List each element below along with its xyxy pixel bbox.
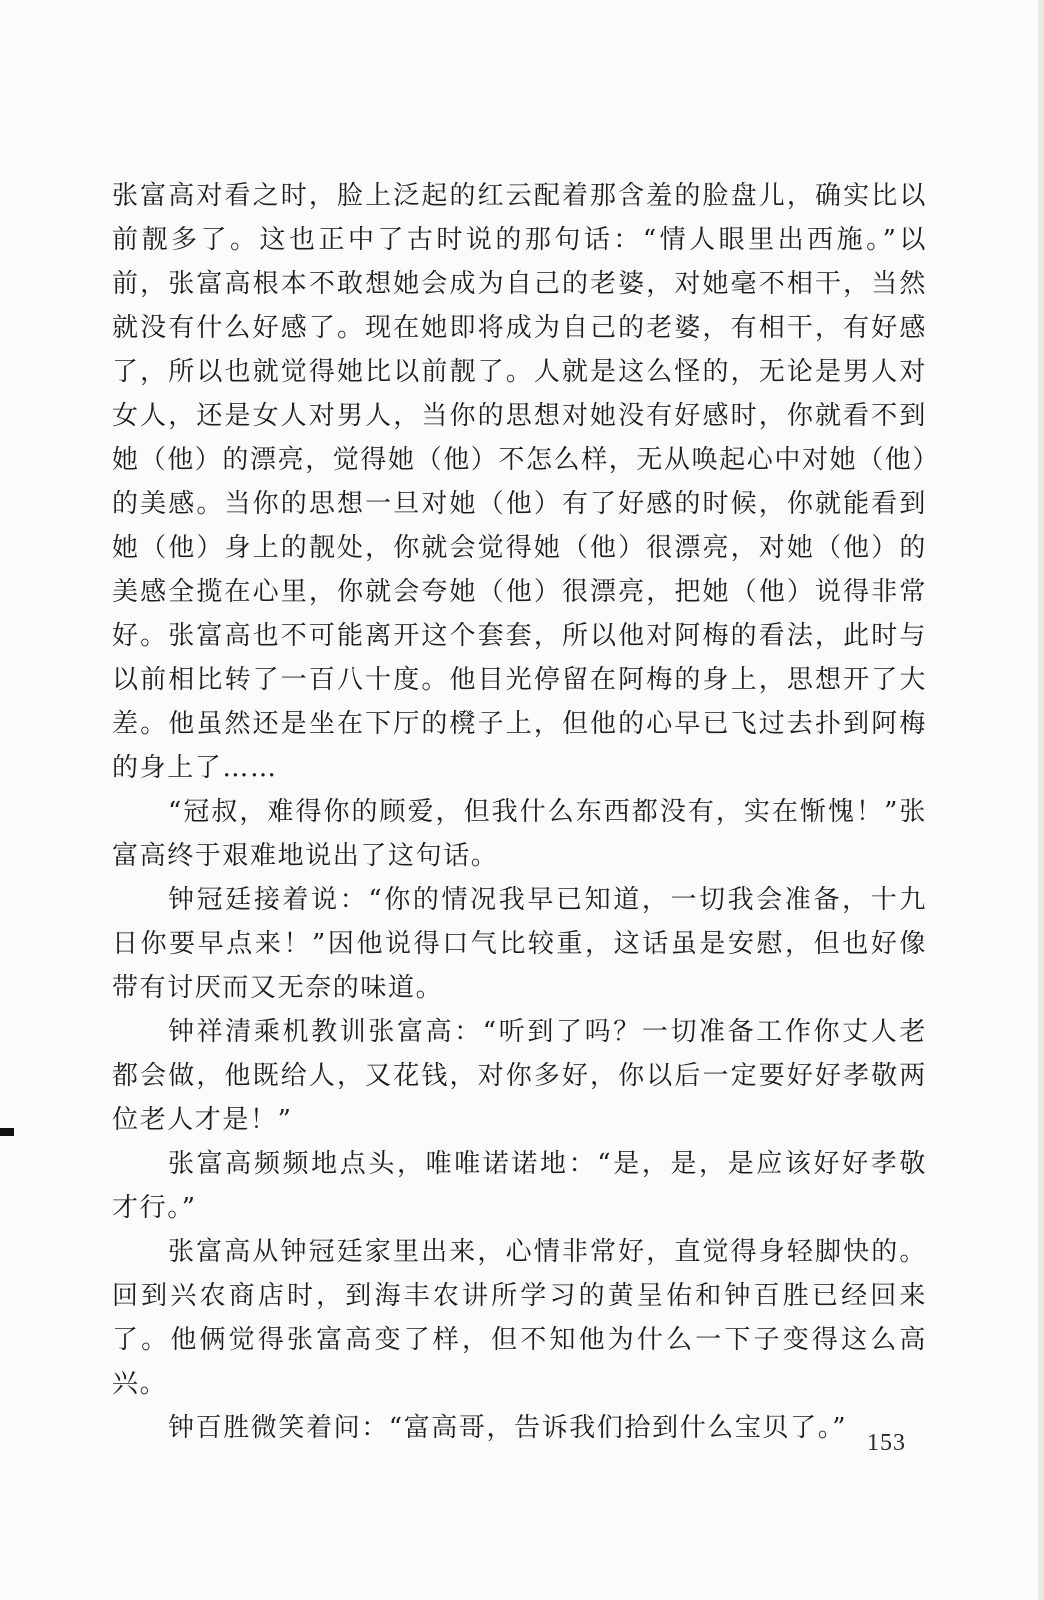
scan-edge-mark <box>0 1128 14 1136</box>
paragraph-2: “冠叔，难得你的顾爱，但我什么东西都没有，实在惭愧！”张富高终于艰难地说出了这句话。 <box>112 797 927 871</box>
paragraph-1: 张富高对看之时，脸上泛起的红云配着那含羞的脸盘儿，确实比以前靓多了。这也正中了古时说的那句话：“情人眼里出西施。”以前，张富高根本不敢想她会成为自己的老婆，对她毫不相干，当然就没有什么好感了。现在她即将成为自己的老婆，有相干，有好感了，所以也就觉得她比以前靓了。人就是这么怪的，无论是男人对女人，还是女人对男人，当你的思想对她没有好感时，你就看不到她（他）的漂亮，觉得她（他）不怎么样，无从唤起心中对她（他）的美感。当你的思想一旦对她（他）有了好感的时候，你就能看到她（他）身上的靓处，你就会觉得她（他）很漂亮，对她（他）的美感全揽在心里，你就会夸她（他）很漂亮，把她（他）说得非常好。张富高也不可能离开这个套套，所以他对阿梅的看法，此时与以前相比转了一百八十度。他目光停留在阿梅的身上，思想开了大差。他虽然还是坐在下厅的櫈子上，但他的心早已飞过去扑到阿梅的身上了…… <box>112 181 928 783</box>
paragraph-6: 张富高从钟冠廷家里出来，心情非常好，直觉得身轻脚快的。回到兴农商店时，到海丰农讲所学习的黄呈佑和钟百胜已经回来了。他俩觉得张富高变了样，但不知他为什么一下子变得这么高兴。 <box>112 1237 927 1399</box>
page-edge-shadow <box>1038 0 1044 1600</box>
paragraph-4: 钟祥清乘机教训张富高：“听到了吗？一切准备工作你丈人老都会做，他既给人，又花钱，对你多好，你以后一定要好好孝敬两位老人才是！” <box>112 1017 927 1135</box>
body-text <box>112 174 927 1450</box>
paragraph-3: 钟冠廷接着说：“你的情况我早已知道，一切我会准备，十九日你要早点来！”因他说得口气比较重，这话虽是安慰，但也好像带有讨厌而又无奈的味道。 <box>112 885 927 1003</box>
page-number: 153 <box>867 1430 906 1456</box>
paragraph-7: 钟百胜微笑着问：“富高哥，告诉我们拾到什么宝贝了。” <box>168 1413 848 1443</box>
paragraph-5: 张富高频频地点头，唯唯诺诺地：“是，是，是应该好好孝敬才行。” <box>112 1149 927 1223</box>
